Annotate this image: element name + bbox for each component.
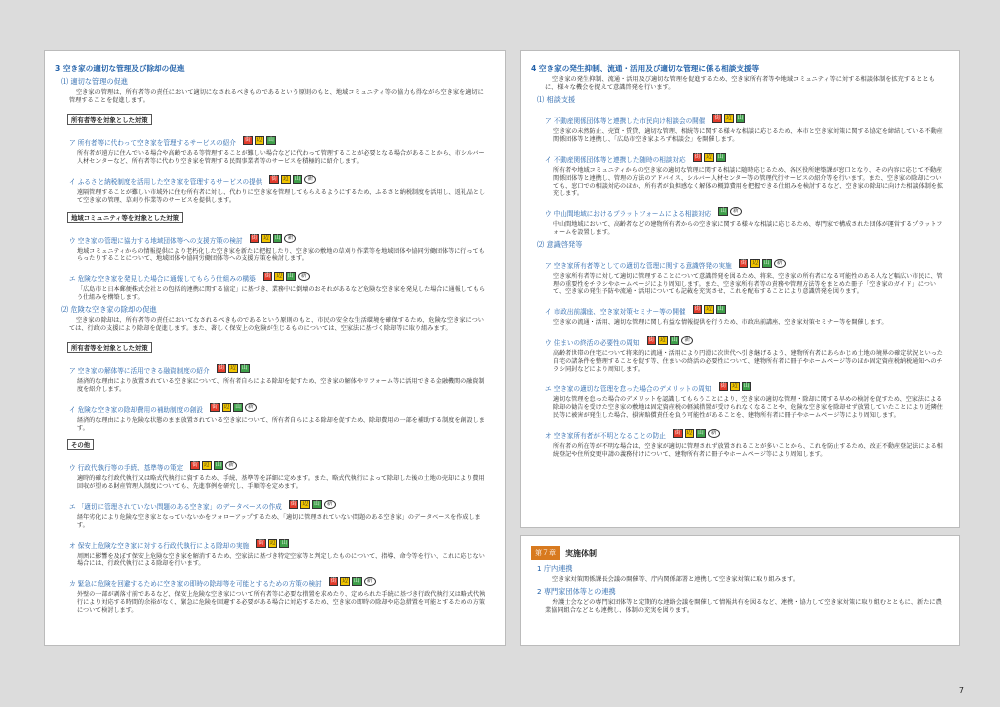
chapter-title: 実施体制 — [565, 548, 597, 558]
measure-text: 周囲に影響を及ぼす保安上危険な空き家を解消するため、空家法に基づき特定空家等と判定したものについて、指導、命令等を行い、これに応じない場合には、行政代執行による除却を行います。 — [77, 552, 485, 568]
measure-text: 「広島市と日本郵便株式会社との包括的連携に関する協定」に基づき、業務中に倒壊のおそれがあるなど危険な空き家を発見した場合に通報してもらう仕組みを構築します。 — [77, 286, 486, 301]
subsection-heading: 1 庁内連携 — [537, 564, 573, 573]
tag-hen: 辺 — [732, 383, 738, 390]
tag-hen: 辺 — [686, 429, 693, 436]
tag-new: 新 — [774, 259, 786, 268]
tag-machi: 街 — [740, 259, 747, 266]
tag-yama: 山 — [294, 176, 301, 182]
measure-title: オ 保安上危険な空き家に対する行政代執行による除却の実施 — [69, 541, 250, 550]
measure-title: エ 空き家の適切な管理を怠った場合のデメリットの周知 — [545, 385, 712, 394]
measure-item — [545, 376, 949, 395]
measure-title: ア 空き家の解体等に活用できる融資制度の紹介 — [69, 367, 210, 376]
measure-text: 適切な管理を怠った場合のデメリットを認識してもらうことにより、空き家の適切な管理・除却に関する早めの検討を促すため、空家法による除却の勧告を受けた空き家の敷地は固定資産税の軽減措置が受けられなくなることや、危険な空き家を除却せず放置していたことにより近隣住民等に被害が発生した場合、損害賠償責任を負う可能性があることを、建物所有者に冊子やホームページ等により周知します。 — [553, 396, 943, 419]
measure-title: ウ 行政代執行等の手続、基準等の策定 — [69, 464, 184, 473]
measure-text: 適時的確な行政代執行又は略式代執行に資するため、手続、基準等を詳細に定めます。また、略式代執行によって除却した後の土地の売却により費用回収が望める財産管理人制度についても、先進事例を研究し、手順等を定めます。 — [77, 475, 485, 491]
tag-yama: 山 — [314, 500, 320, 507]
measure-title: カ 緊急に危険を回避するために空き家の即時の除却等を可能とするための方策の検討 — [69, 580, 322, 589]
subsection-heading: ⑴ 適切な管理の促進 — [61, 77, 128, 86]
tag-hen: 辺 — [302, 500, 309, 507]
subsection-heading: ⑵ 危険な空き家の除却の促進 — [61, 304, 157, 314]
measure-title: エ 危険な空き家を発見した場合に通報してもらう仕組みの構築 — [69, 275, 256, 284]
paragraph: 空き家の除却は、所有者等の責任においてなされるべきものであるという原則のもと、市民の安全な生活環境を確保するため、危険な空き家については、行政の支援により除却を促進します。また、著しく保安上の危険が生じるものについては、空家法に基づく除却等に取り組みます。 — [69, 316, 484, 332]
tag-yama: 山 — [743, 383, 750, 390]
measure-text: 所有者の所在等が不明な場合は、空き家が適切に管理されず放置されることが多いことから、これを防止するため、改正不動産登記法による相続登記や住所変更申請の義務付けについて、建物所有者に冊子やホームページ等により周知します。 — [553, 442, 943, 458]
measure-title: ア 空き家所有者等としての適切な管理に関する意識啓発の実施 — [545, 261, 732, 270]
tag-machi: 街 — [648, 336, 655, 343]
measure-text: 遠隔管理することが難しい市域外に住む所有者に対し、代わりに空き家を管理してもらえるようにするため、ふるさと納税制度を活用し、返礼品として空き家の管理、草刈り作業等のサービスを提供します。 — [77, 189, 486, 204]
page-number: 7 — [958, 686, 964, 695]
measure-item — [69, 397, 495, 416]
category-box: 所有者等を対象とした対策 — [67, 342, 152, 353]
paragraph: 空き家の発生抑制、流通・活用及び適切な管理を促進するため、空き家所有者等や地域コミュニティ等に対する相談体制を拡充するとともに、様々な機会を捉えて意識啓発を行います。 — [545, 76, 935, 92]
category-box: その他 — [67, 439, 94, 450]
tag-machi: 街 — [674, 429, 681, 436]
measure-item — [69, 358, 495, 377]
tag-machi: 街 — [290, 500, 297, 507]
tag-hen: 辺 — [706, 306, 712, 313]
tag-new: 新 — [708, 429, 720, 438]
tag-hen: 辺 — [726, 115, 732, 122]
tag-new: 新 — [364, 577, 376, 586]
tag-machi: 街 — [714, 115, 721, 122]
measure-text: 高齢者世帯の住宅について将来的に流通・活用により円滑に次世代へ引き継げるよう、建物所有者にあらかじめ土地の境界の確定状況といった自宅の諸条件を整理することを促す等、住まいの終活の必要性について、建物所有者に冊子やホームページ等のほか固定資産税納税通知へのチラシ同封などにより周知します。 — [553, 349, 943, 373]
tag-yama: 山 — [215, 462, 222, 469]
measure-title: ア 不動産関係団体等と連携した市民向け相談会の開催 — [545, 117, 706, 126]
measure-item — [69, 266, 495, 285]
subsection-heading: ⑴ 相談支援 — [537, 95, 576, 105]
tag-hen: 辺 — [706, 154, 712, 160]
chapter-panel — [520, 535, 960, 646]
measure-item — [545, 147, 949, 166]
measure-title: イ ふるさと納税制度を活用した空き家を管理するサービスの提供 — [69, 178, 263, 186]
category-box: 所有者等を対象とした対策 — [67, 114, 152, 125]
chapter-heading — [531, 546, 949, 560]
measure-text: 地域コミュニティからの情報提供により老朽化した空き家を新たに把握したり、空き家の敷地の草刈り作業等を地域団体や協同労働団体等に行ってもらったりすることについて、地域団体や協同労働団体等への支援方策を検討します。 — [77, 247, 485, 263]
measure-item — [545, 299, 949, 318]
tag-machi: 街 — [271, 176, 278, 182]
tag-yama: 山 — [764, 259, 770, 266]
measure-item — [69, 130, 495, 149]
measure-item — [545, 330, 949, 349]
tag-new: 新 — [284, 234, 296, 243]
category-box: 地域コミュニティ等を対象とした対策 — [67, 212, 183, 223]
tag-yama: 山 — [281, 539, 288, 546]
tag-yama: 山 — [353, 578, 360, 585]
measure-text: 空き家の流通・活用、適切な管理に関し有益な情報提供を行うため、市政出前講座、空き家対策セミナー等を開催します。 — [553, 319, 888, 327]
measure-text: 経年劣化により危険な空き家となっていないかをフォローアップするため、「適切に管理されていない問題のある空き家」のデータベースを作成します。 — [77, 513, 481, 529]
measure-text: 外壁の一部が剥落寸前であるなど、保安上危険な空き家について所有者等に必要な措置を求めたり、定められた手続に基づき行政代執行又は略式代執行により対応する時間的余裕がなく、緊急に危険を回避する必要がある場合に対応するため、空き家の即時の除却や応急措置を可能とするための方策について検討します。 — [77, 591, 486, 614]
measure-title: ウ 空き家の管理に協力する地域団体等への支援方策の検討 — [69, 236, 243, 245]
section-heading: 3 空き家の適切な管理及び除却の促進 — [55, 64, 185, 73]
tag-new: 新 — [681, 336, 693, 345]
tag-yama: 山 — [720, 208, 726, 215]
tag-hen: 辺 — [256, 137, 263, 144]
tag-hen: 辺 — [263, 234, 269, 241]
subsection-heading: 2 専門家団体等との連携 — [537, 587, 616, 597]
tag-new: 新 — [298, 272, 310, 281]
tag-machi: 街 — [694, 154, 701, 160]
tag-new: 新 — [730, 207, 742, 216]
measure-text: 経済的な理由により危険な状態のまま放置されている空き家について、所有者自らによる除却を促すため、除却費用の一部を補助する制度を創設します。 — [77, 416, 485, 432]
measure-text: 空き家の未然防止、売買・賃貸、適切な管理、相続等に関する様々な相談に応じるため、本市と空き家対策に関する協定を締結している不動産関係団体等と連携し、「広島市空き家よろず相談会」を開催します。 — [553, 128, 943, 144]
left-column — [44, 50, 506, 646]
tag-new: 新 — [225, 461, 237, 470]
tag-machi: 街 — [192, 462, 198, 469]
tag-machi: 街 — [694, 306, 701, 313]
tag-yama: 山 — [737, 115, 744, 122]
chapter-number: 第７章 — [531, 546, 560, 560]
tag-yama: 山 — [717, 154, 724, 160]
measure-item — [69, 571, 495, 590]
tag-machi: 街 — [330, 578, 337, 585]
tag-new: 新 — [245, 403, 257, 412]
tag-machi: 街 — [218, 365, 225, 372]
tag-hen: 辺 — [269, 539, 276, 546]
tag-machi: 街 — [212, 403, 218, 410]
tag-yama: 山 — [268, 137, 274, 144]
measure-title: ウ 住まいの終活の必要性の周知 — [545, 338, 640, 347]
tag-hen: 辺 — [203, 462, 210, 469]
measure-item — [69, 455, 495, 474]
tag-hen: 辺 — [752, 259, 759, 266]
measure-text: 中山間地域において、高齢者などの建物所有者からの空き家に関する様々な相談に応じるため、専門家で構成された団体が運営するプラットフォームを設置します。 — [553, 221, 943, 236]
measure-item — [545, 201, 949, 220]
paragraph: 空き家対策関係課長会議の開催等、庁内関係部署と連携して空き家対策に取り組みます。 — [552, 576, 800, 583]
right-column — [520, 50, 960, 528]
tag-new: 新 — [324, 500, 336, 509]
tag-yama: 山 — [241, 365, 248, 372]
tag-yama: 山 — [698, 429, 704, 436]
measure-text: 空き家所有者等に対して適切に管理することについて意識啓発を図るため、将来、空き家の所有者になる可能性のある人など幅広い市民に、管理の重要性をチラシやホームページにより周知します。また、空き家所有者等の責務や管理方法等をまとめた冊子「空き家のガイド」について、空き家の発生予防や流通・活用についても記載を充実させ、これを配布することにより意識啓発を図ります。 — [553, 272, 943, 296]
measure-title: オ 空き家所有者が不明となることの防止 — [545, 431, 666, 440]
measure-title: イ 不動産関係団体等と連携した随時の相談対応 — [545, 156, 686, 164]
paragraph: 弁護士会などの専門家団体等と定期的な連絡会議を開催して情報共有を図るなど、連携・協力して空き家対策に取り組むとともに、新たに農業協同組合などとも連携し、体制の充実を図ります。 — [545, 599, 942, 615]
tag-machi: 街 — [720, 383, 727, 390]
subsection-heading: ⑵ 意識啓発等 — [537, 239, 583, 249]
measure-item — [69, 228, 495, 247]
tag-hen: 辺 — [283, 176, 289, 182]
measure-title: エ 「適切に管理されていない問題のある空き家」のデータベースの作成 — [69, 502, 282, 511]
measure-text: 所有者や地域コミュニティからの空き家の適切な管理に関する相談に随時応じるため、各区役所建築課が窓口となり、その内容に応じて不動産関係団体等と連携し、管理の方法のアドバイス、シルバー人材センター等の管理代行サービスの紹介等を行います。また、空き家の除却についても、窓口での相談対応のほか、所有者が負担感なく解体の概算費用を把握できる仕組みを検討するなど、空き家の除却に向けた相談体制を拡充します。 — [553, 167, 943, 198]
tag-machi: 街 — [264, 273, 271, 280]
tag-hen: 辺 — [276, 273, 283, 280]
measure-text: 所有者が遠方に住んでいる場合や高齢である等管理することが難しい場合などに代わって管理することが必要となる場合があることから、市シルバー人材センターなど、所有者等に代わり空き家を管理する民間事業者等のサービスを積極的に紹介します。 — [77, 150, 485, 166]
measure-text: 経済的な理由により放置されている空き家について、所有者自らによる除却を促すため、空き家の解体やリフォーム等に活用できる金融機関の融資制度を紹介します。 — [77, 378, 485, 393]
measure-item — [69, 494, 495, 513]
measure-item — [545, 108, 949, 127]
measure-item — [545, 253, 949, 272]
tag-yama: 山 — [717, 306, 724, 313]
measure-title: ア 所有者等に代わって空き家を管理するサービスの紹介 — [69, 139, 236, 148]
tag-hen: 辺 — [342, 578, 348, 585]
measure-item — [69, 169, 495, 188]
tag-machi: 街 — [244, 137, 251, 144]
tag-hen: 辺 — [230, 365, 236, 372]
tag-yama: 山 — [288, 273, 294, 280]
tag-machi: 街 — [258, 539, 264, 546]
measure-title: イ 危険な空き家の除却費用の補助制度の創設 — [69, 405, 203, 414]
tag-hen: 辺 — [660, 336, 666, 343]
measure-title: イ 市政出前講座、空き家対策セミナー等の開催 — [545, 308, 686, 317]
tag-yama: 山 — [274, 234, 281, 241]
measure-item — [69, 533, 495, 552]
section-heading: 4 空き家の発生抑制、流通・活用及び適切な管理に係る相談支援等 — [531, 64, 760, 73]
paragraph: 空き家の管理は、所有者等の責任において適切になされるべきものであるという原則のもと、地域コミュニティ等の協力も得ながら空き家を適切に管理することを促進します。 — [69, 89, 484, 105]
tag-machi: 街 — [251, 234, 258, 241]
tag-hen: 辺 — [223, 403, 230, 410]
measure-title: ウ 中山間地域におけるプラットフォームによる相談対応 — [545, 210, 712, 219]
tag-yama: 山 — [671, 336, 678, 343]
tag-new: 新 — [304, 175, 316, 184]
tag-yama: 山 — [235, 403, 241, 410]
measure-item — [545, 423, 949, 442]
